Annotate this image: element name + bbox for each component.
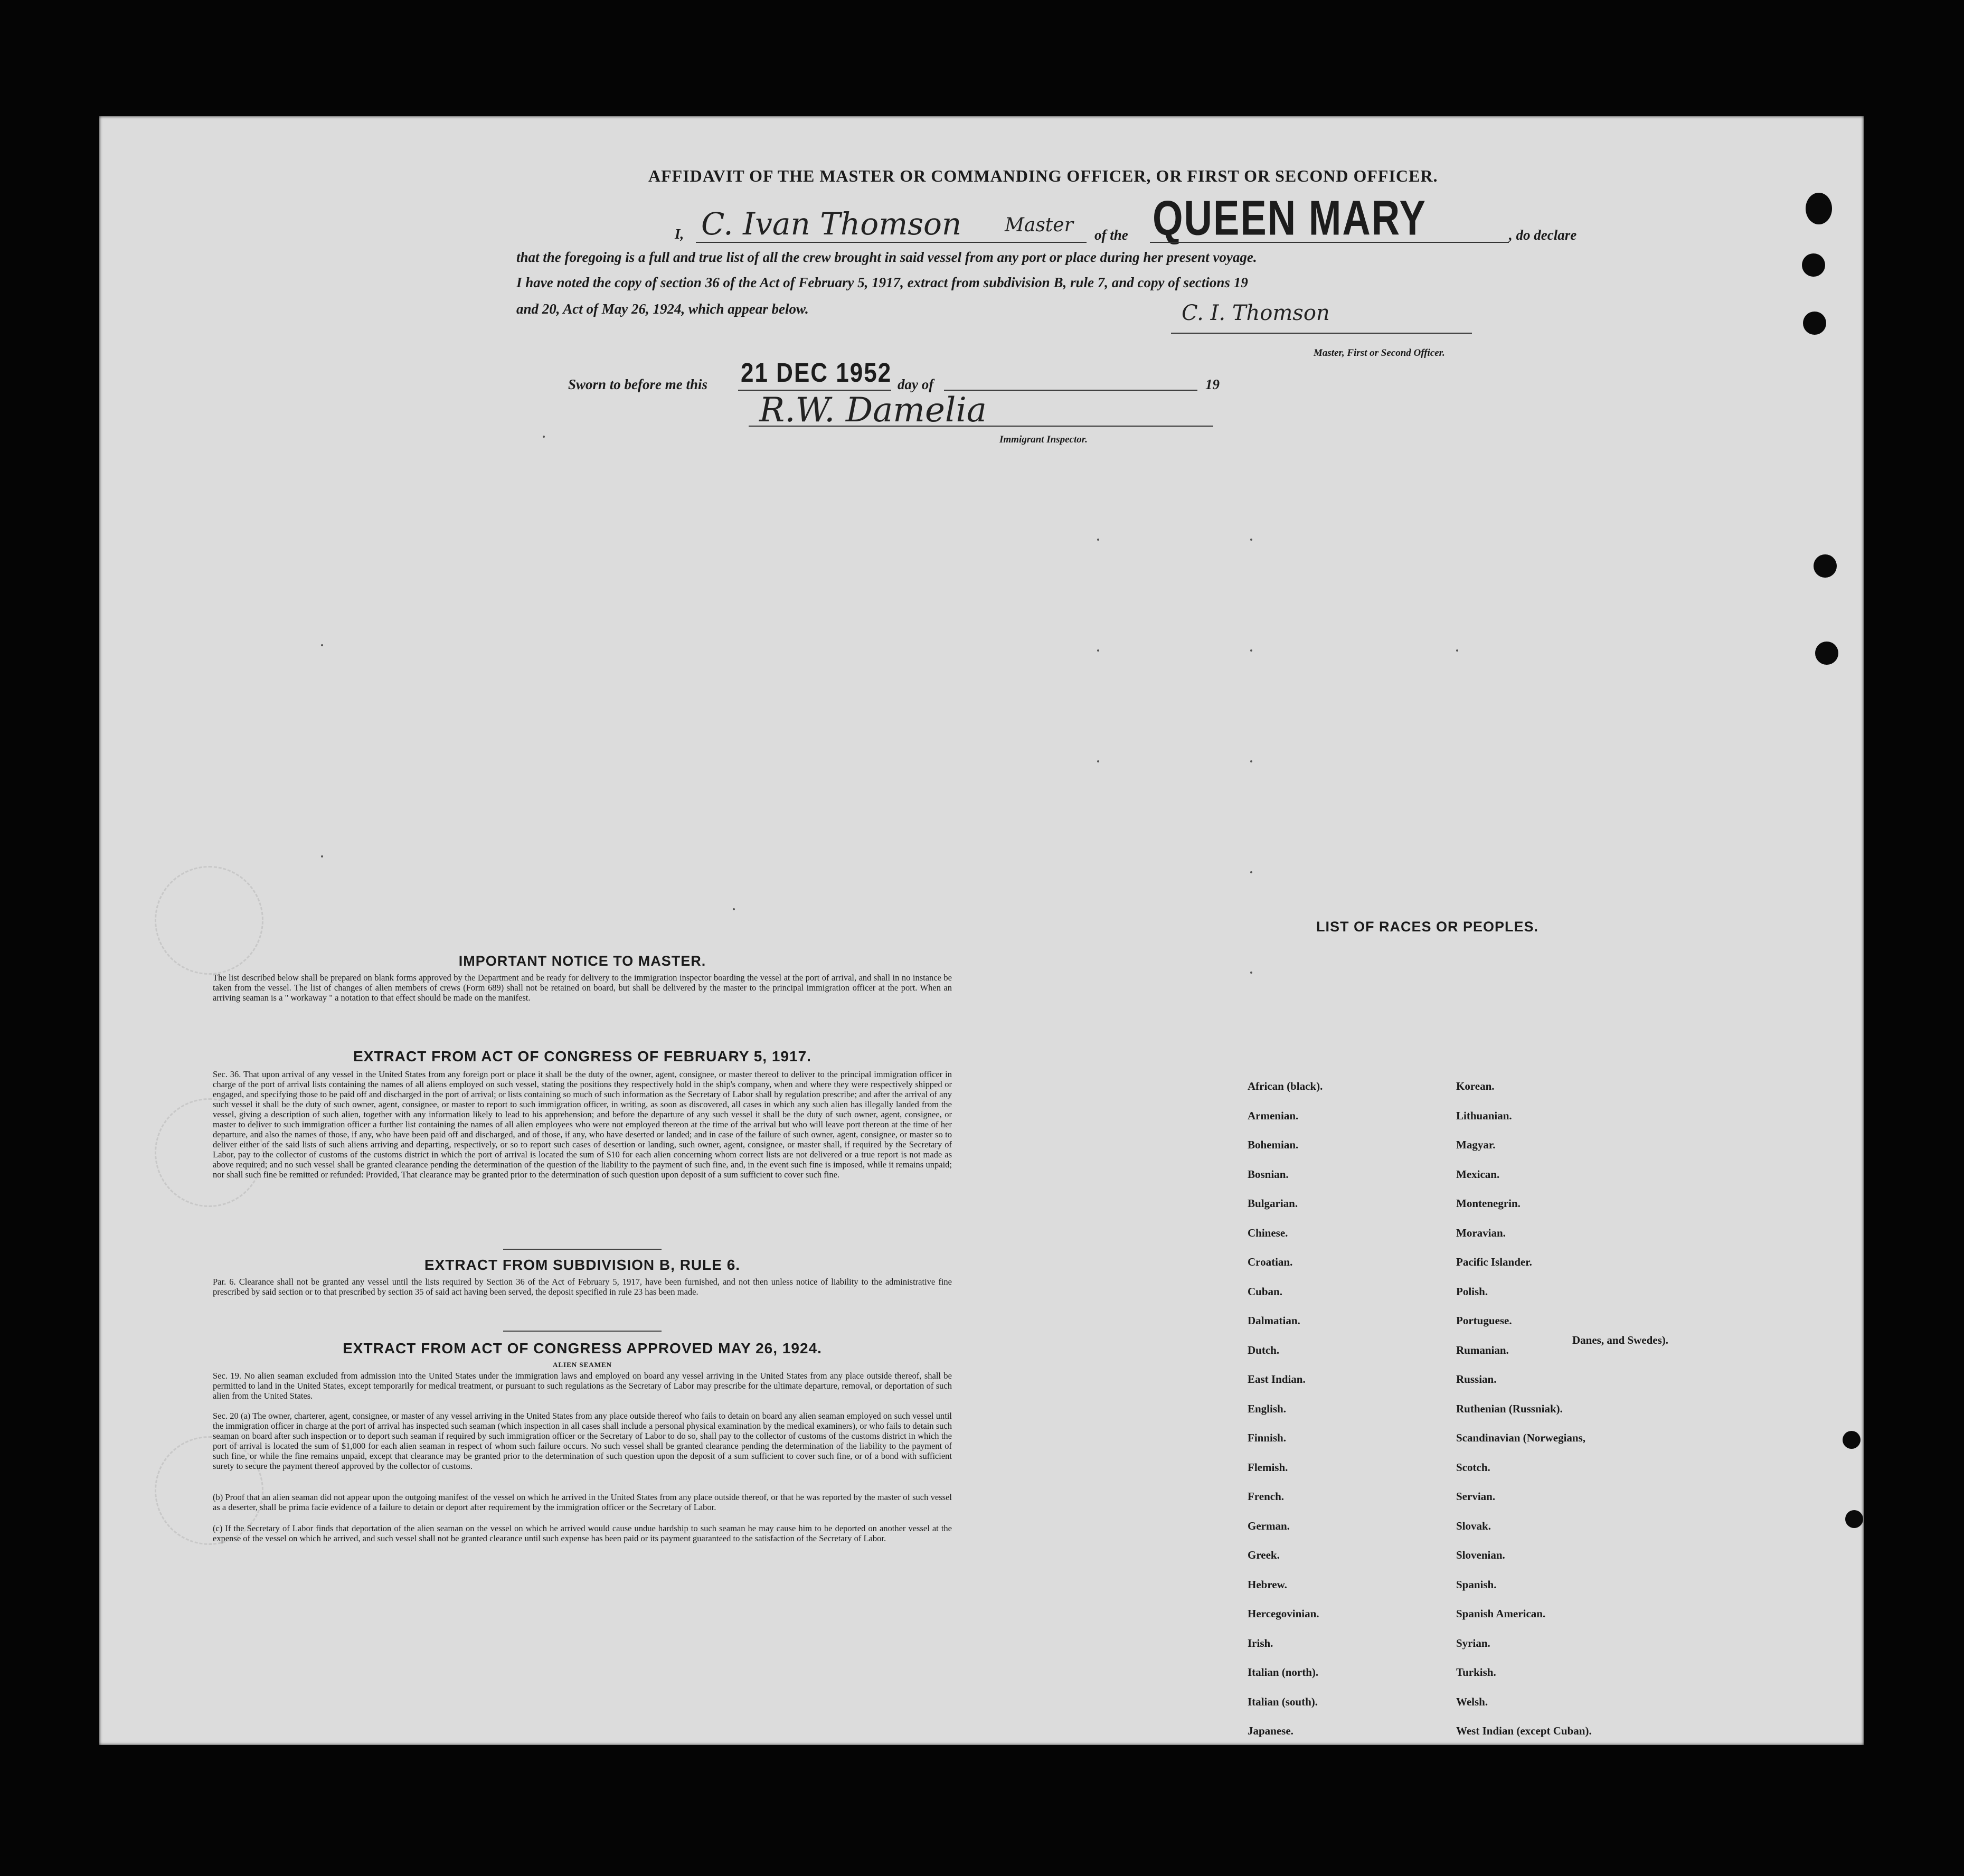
race-item: East Indian.: [1248, 1373, 1306, 1385]
race-item: Croatian.: [1248, 1256, 1293, 1268]
race-item: Ruthenian (Russniak).: [1456, 1402, 1563, 1415]
extract-1924-title: EXTRACT FROM ACT OF CONGRESS APPROVED MAY 26, 1924.: [343, 1340, 822, 1356]
race-item: Magyar.: [1456, 1138, 1496, 1151]
race-item: West Indian (except Cuban).: [1456, 1724, 1592, 1737]
do-declare-text: , do declare: [1509, 227, 1577, 243]
race-item: Chinese.: [1248, 1227, 1288, 1239]
race-item: Bulgarian.: [1248, 1197, 1298, 1210]
notice-title: IMPORTANT NOTICE TO MASTER.: [458, 953, 706, 969]
race-item: Cuban.: [1248, 1285, 1282, 1298]
notice-text: The list described below shall be prepared on blank forms approved by the Department and be ready for delivery to the immigration inspector boarding the vessel at the port of arrival, and shall in no instance be taken from the vessel. The list of changes of alien members of crews (Form 689) shall not be retained on board, but shall be delivered by the master to the principal immigration officer at the port. When an arriving seaman is a " workaway " a notation to that effect should be made on the manifest.: [213, 973, 952, 1003]
dot-mark: [1250, 972, 1252, 974]
race-item: Portuguese.: [1456, 1314, 1512, 1327]
race-item: Greek.: [1248, 1549, 1280, 1561]
race-item: Slovak.: [1456, 1520, 1491, 1532]
race-item: German.: [1248, 1520, 1290, 1532]
race-item: Italian (south).: [1248, 1695, 1318, 1708]
race-item: Spanish American.: [1456, 1607, 1546, 1620]
punch-hole: [1815, 642, 1838, 665]
section-separator: [503, 1249, 662, 1250]
race-item: French.: [1248, 1490, 1285, 1503]
master-signature-caption: Master, First or Second Officer.: [1314, 347, 1445, 359]
race-item: Montenegrin.: [1456, 1197, 1521, 1210]
race-item: Lithuanian.: [1456, 1109, 1512, 1122]
race-item: Dalmatian.: [1248, 1314, 1300, 1327]
race-item: Scandinavian (Norwegians,: [1456, 1431, 1586, 1444]
dot-mark: [1097, 539, 1099, 541]
sworn-prefix: Sworn to before me this: [568, 376, 708, 392]
punch-hole: [1814, 554, 1837, 578]
race-item: Hercegovinian.: [1248, 1607, 1319, 1620]
vessel-name-stamp: QUEEN MARY: [1153, 190, 1427, 246]
extract-1924-sec19: Sec. 19. No alien seaman excluded from admission into the United States under the immigration laws and employed on board any vessel arriving in the United States from any place outside thereof, shall be permitted to land in the United States, except temporarily for medical treatment, or pursuant to such regulations as the Secretary of Labor may prescribe for the ultimate departure, removal, or deportation of such alien from the United States.: [213, 1371, 952, 1401]
race-item: Japanese.: [1248, 1724, 1293, 1737]
race-item: Hebrew.: [1248, 1578, 1287, 1591]
race-item: Welsh.: [1456, 1695, 1488, 1708]
master-signature-line: [1171, 333, 1472, 334]
dot-mark: [733, 908, 735, 910]
dot-mark: [1250, 760, 1252, 762]
vessel-name-line: [1150, 242, 1509, 243]
dot-mark: [1250, 539, 1252, 541]
declaration-line-2: that the foregoing is a full and true list of all the crew brought in said vessel from any port or place during her present voyage.: [516, 249, 1257, 265]
race-item: Italian (north).: [1248, 1666, 1319, 1679]
race-item: Flemish.: [1248, 1461, 1288, 1474]
race-item: English.: [1248, 1402, 1286, 1415]
race-item: Dutch.: [1248, 1344, 1280, 1356]
master-name-handwritten: C. Ivan Thomson: [701, 206, 962, 242]
race-item: Bosnian.: [1248, 1168, 1289, 1181]
dot-mark: [1250, 871, 1252, 873]
punch-hole: [1806, 193, 1832, 224]
race-item: Mexican.: [1456, 1168, 1500, 1181]
sworn-day-of: day of: [898, 376, 934, 392]
dot-mark: [321, 644, 323, 646]
dot-mark: [1456, 649, 1458, 652]
race-item: Scotch.: [1456, 1461, 1490, 1474]
race-item: Irish.: [1248, 1637, 1273, 1649]
dot-mark: [543, 436, 545, 438]
dot-mark: [1097, 649, 1099, 652]
dot-mark: [1250, 649, 1252, 652]
rank-handwritten: Master: [1005, 214, 1073, 236]
extract-1924-subtitle: ALIEN SEAMEN: [552, 1361, 612, 1369]
races-title: LIST OF RACES OR PEOPLES.: [1316, 919, 1539, 935]
race-item: Bohemian.: [1248, 1138, 1299, 1151]
extract-1924-sec20b: (b) Proof that an alien seaman did not appear upon the outgoing manifest of the vessel on which he arrived in the United States from any place outside thereof, or that he was reported by the master of such vessel as a deserter, shall be prima facie evidence of a failure to detain or deport after requirement by the immigration officer or the Secretary of Labor.: [213, 1492, 952, 1512]
section-separator: [503, 1331, 662, 1332]
race-item: Turkish.: [1456, 1666, 1496, 1679]
inspector-signature: R.W. Damelia: [759, 391, 987, 430]
extract-rule6-title: EXTRACT FROM SUBDIVISION B, RULE 6.: [424, 1257, 741, 1273]
document-page: [99, 116, 1864, 1745]
of-the-text: of the: [1094, 227, 1128, 243]
master-name-line: [696, 242, 1087, 243]
extract-1924-sec20a: Sec. 20 (a) The owner, charterer, agent, consignee, or master of any vessel arriving in the United States from any place outside thereof who fails to detain on board any alien seaman employed on such vessel until the immigration officer in charge at the port of arrival has inspected such seaman (which inspection in all cases shall include a personal physical examination by the medical examiners), or who fails to detain such seaman on board after such inspection or to deport such seaman if required by such immigration officer or the Secretary of Labor to do so, shall pay to the collector of customs of the customs district in which the port of arrival is located the sum of $1,000 for each alien seaman in respect of whom such failure occurs. No such vessel shall be granted clearance pending the determination of the liability to the payment of such fine, or while the fine remains unpaid, except that clearance may be granted prior to the determination of such question upon the deposit of a sum sufficient to cover such fine, or of a bond with sufficient surety to secure the payment thereof approved by the collector of customs.: [213, 1411, 952, 1471]
sworn-year: 19: [1205, 376, 1220, 392]
declaration-i: I,: [675, 226, 684, 242]
race-item: African (black).: [1248, 1080, 1323, 1092]
inspector-signature-line: [749, 426, 1213, 427]
race-item: Rumanian.: [1456, 1344, 1509, 1356]
race-item: Spanish.: [1456, 1578, 1497, 1591]
punch-hole: [1802, 253, 1825, 277]
master-signature: C. I. Thomson: [1182, 301, 1330, 325]
race-item: Korean.: [1456, 1080, 1495, 1092]
punch-hole: [1843, 1431, 1861, 1449]
dot-mark: [321, 855, 323, 857]
race-item: Syrian.: [1456, 1637, 1490, 1649]
extract-1924-sec20c: (c) If the Secretary of Labor finds that deportation of the alien seaman on the vessel on which he arrived would cause undue hardship to such seaman he may cause him to be deported on another vessel at the expense of the vessel on which he arrived, and such vessel shall not be granted clearance until such expense has been paid or its payment guaranteed to the satisfaction of the Secretary of Labor.: [213, 1523, 952, 1543]
race-item-continuation: Danes, and Swedes).: [1572, 1334, 1669, 1346]
race-item: Finnish.: [1248, 1431, 1286, 1444]
race-item: Moravian.: [1456, 1227, 1506, 1239]
punch-hole: [1803, 312, 1826, 335]
punch-hole: [1845, 1510, 1863, 1528]
affidavit-title: AFFIDAVIT OF THE MASTER OR COMMANDING OFFICER, OR FIRST OR SECOND OFFICER.: [648, 166, 1438, 185]
race-item: Polish.: [1456, 1285, 1488, 1298]
race-item: Slovenian.: [1456, 1549, 1505, 1561]
race-item: Armenian.: [1248, 1109, 1299, 1122]
extract-1917-title: EXTRACT FROM ACT OF CONGRESS OF FEBRUARY 5, 1917.: [353, 1048, 811, 1064]
extract-1917-text: Sec. 36. That upon arrival of any vessel in the United States from any foreign port or place it shall be the duty of the owner, agent, consignee, or master thereof to deliver to the principal immigration officer in charge of the port of arrival lists containing the names of all aliens employed on such vessel, stating the positions they respectively hold in the ship's company, when and where they were respectively shipped or engaged, and specifying those to be paid off and discharged in the port of arrival; or lists containing so much of such information as the Secretary of Labor shall by regulation prescribe; and after the arrival of any such vessel it shall be the duty of such owner, agent, consignee, or master to report to such immigration officer, in writing, as soon as discovered, all cases in which any such alien has illegally landed from the vessel, giving a description of such alien, together with any information likely to lead to his apprehension; and before the departure of any such vessel it shall be the duty of such owner, agent, consignee, or master to deliver to such immigration officer a further list containing the names of all alien employees who were not employed thereon at the time of the arrival but who will leave port thereon at the time of her departure, and also the names of those, if any, who have been paid off and discharged, and of those, if any, who have deserted or landed; and in case of the failure of such owner, agent, consignee, or master so to deliver either of the said lists of such aliens arriving and departing, respectively, or so to report such cases of desertion or landing, such owner, agent, consignee, or master shall, if required by the Secretary of Labor, pay to the collector of customs of the customs district in which the port of arrival is located the sum of $10 for each alien concerning whom correct lists are not delivered or a true report is not made as above required; and no such vessel shall be granted clearance pending the determination of the question of the liability to the payment of such fine, and, in the event such fine is imposed, while it remains unpaid; nor shall such fine be remitted or refunded: Provided, That clearance may be granted prior to the determination of such question upon deposit of a sum sufficient to cover such fine.: [213, 1069, 952, 1180]
race-item: Pacific Islander.: [1456, 1256, 1532, 1268]
race-item: Russian.: [1456, 1373, 1497, 1385]
declaration-line-4: and 20, Act of May 26, 1924, which appear below.: [516, 301, 809, 317]
dot-mark: [1097, 760, 1099, 762]
declaration-line-3: I have noted the copy of section 36 of the Act of February 5, 1917, extract from subdivision B, rule 7, and copy of sections 19: [516, 275, 1248, 290]
sworn-date-stamp: 21 DEC 1952: [741, 358, 892, 388]
inspector-caption: Immigrant Inspector.: [999, 434, 1088, 445]
race-item: Servian.: [1456, 1490, 1496, 1503]
extract-rule6-text: Par. 6. Clearance shall not be granted any vessel until the lists required by Section 36 of the Act of February 5, 1917, have been furnished, and not then unless notice of liability to the administrative fine prescribed by said section or to that prescribed by section 35 of said act having been served, the deposit specified in rule 23 has been made.: [213, 1277, 952, 1297]
